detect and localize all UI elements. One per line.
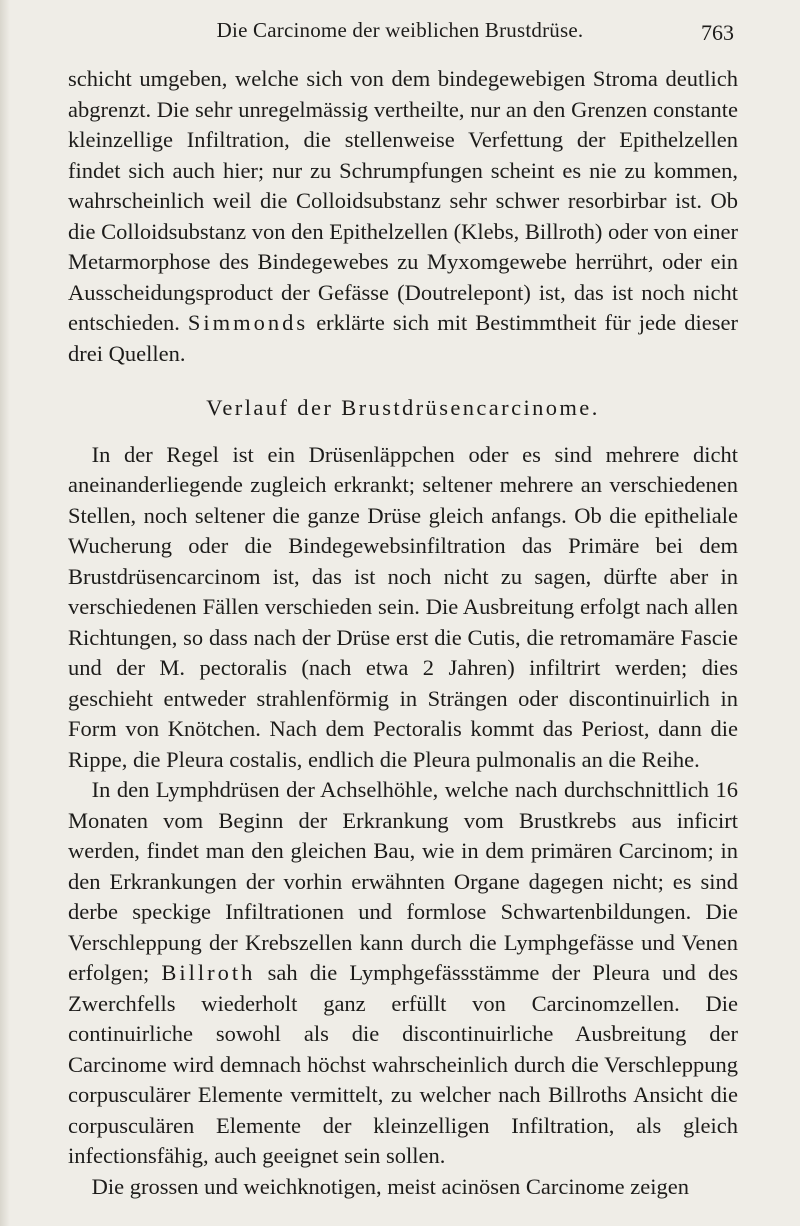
author-name-billroth: Billroth — [161, 960, 256, 985]
body-text — [68, 64, 738, 1202]
paragraph-3 — [68, 775, 738, 1172]
paragraph-1 — [68, 64, 738, 369]
paragraph-3-tail: sah die Lymphgefässstämme der Pleura und des Zwerchfells wiederholt ganz erfüllt von Carcinomzellen. Die continuirliche sowohl als die discontinuirliche Ausbreitung der Carcinome wird demnach höchst wahrscheinlich durch die Verschleppung corpusculärer Elemente vermittelt, zu welcher nach Billroths Ansicht die corpusculären Elemente der kleinzelligen Infiltration, als gleich infectionsfähig, auch geeignet sein sollen. — [68, 960, 738, 1168]
paragraph-4: Die grossen und weichknotigen, meist acinösen Carcinome zeigen — [91, 1173, 689, 1199]
section-heading: Verlauf der Brustdrüsencarcinome. — [206, 395, 600, 420]
page-edge-shadow — [0, 0, 10, 1226]
paragraph-1-text: schicht umgeben, welche sich von dem bindegewebigen Stroma deutlich abgrenzt. Die sehr unregelmässig vertheilte, nur an den Grenzen constante kleinzellige Infiltration, die stellenweise Verfettung der Epithelzellen findet sich auch hier; nur zu Schrumpfungen scheint es nie zu kommen, wahrscheinlich weil die Colloidsubstanz sehr schwer resorbirbar ist. Ob die Colloidsubstanz von den Epithelzellen (Klebs, Billroth) oder von einer Metarmorphose des Bindegewebes zu Myxomgewebe herrührt, oder ein Ausscheidungsproduct der Gefässe (Doutrelepont) ist, das ist noch nicht entschieden. — [68, 66, 738, 335]
paragraph-2: In der Regel ist ein Drüsenläppchen oder es sind mehrere dicht aneinanderliegende zugleich erkrankt; seltener mehrere an verschiedenen Stellen, noch seltener die ganze Drüse gleich anfangs. Ob die epitheliale Wucherung oder die Bindegewebsinfiltration das Primäre bei dem Brustdrüsencarcinom ist, das ist noch nicht zu sagen, dürfte aber in verschiedenen Fällen verschieden sein. Die Ausbreitung erfolgt nach allen Richtungen, so dass nach der Drüse erst die Cutis, die retromamäre Fascie und der M. pectoralis (nach etwa 2 Jahren) infiltrirt werden; dies geschieht entweder strahlenförmig in Strängen oder discontinuirlich in Form von Knötchen. Nach dem Pectoralis kommt das Periost, dann die Rippe, die Pleura costalis, endlich die Pleura pulmonalis an die Reihe. — [68, 441, 738, 772]
paragraph-1-tail: erklärte sich mit Bestimmtheit für jede dieser drei Quellen. — [68, 310, 738, 366]
author-name-simmonds: Simmonds — [187, 310, 309, 335]
paragraph-3-text: In den Lymphdrüsen der Achselhöhle, welche nach durchschnittlich 16 Monaten vom Beginn der Erkrankung vom Brustkrebs aus inficirt werden, findet man den gleichen Bau, wie in dem primären Carcinom; in den Erkrankungen der vorhin erwähnten Organe dagegen nicht; es sind derbe speckige Infiltrationen und formlose Schwartenbildungen. Die Verschleppung der Krebszellen kann durch die Lymphgefässe und Venen erfolgen; — [68, 777, 738, 985]
running-title: Die Carcinome der weiblichen Brustdrüse. — [216, 18, 584, 42]
page-header — [0, 18, 800, 48]
page-number: 763 — [701, 20, 734, 45]
